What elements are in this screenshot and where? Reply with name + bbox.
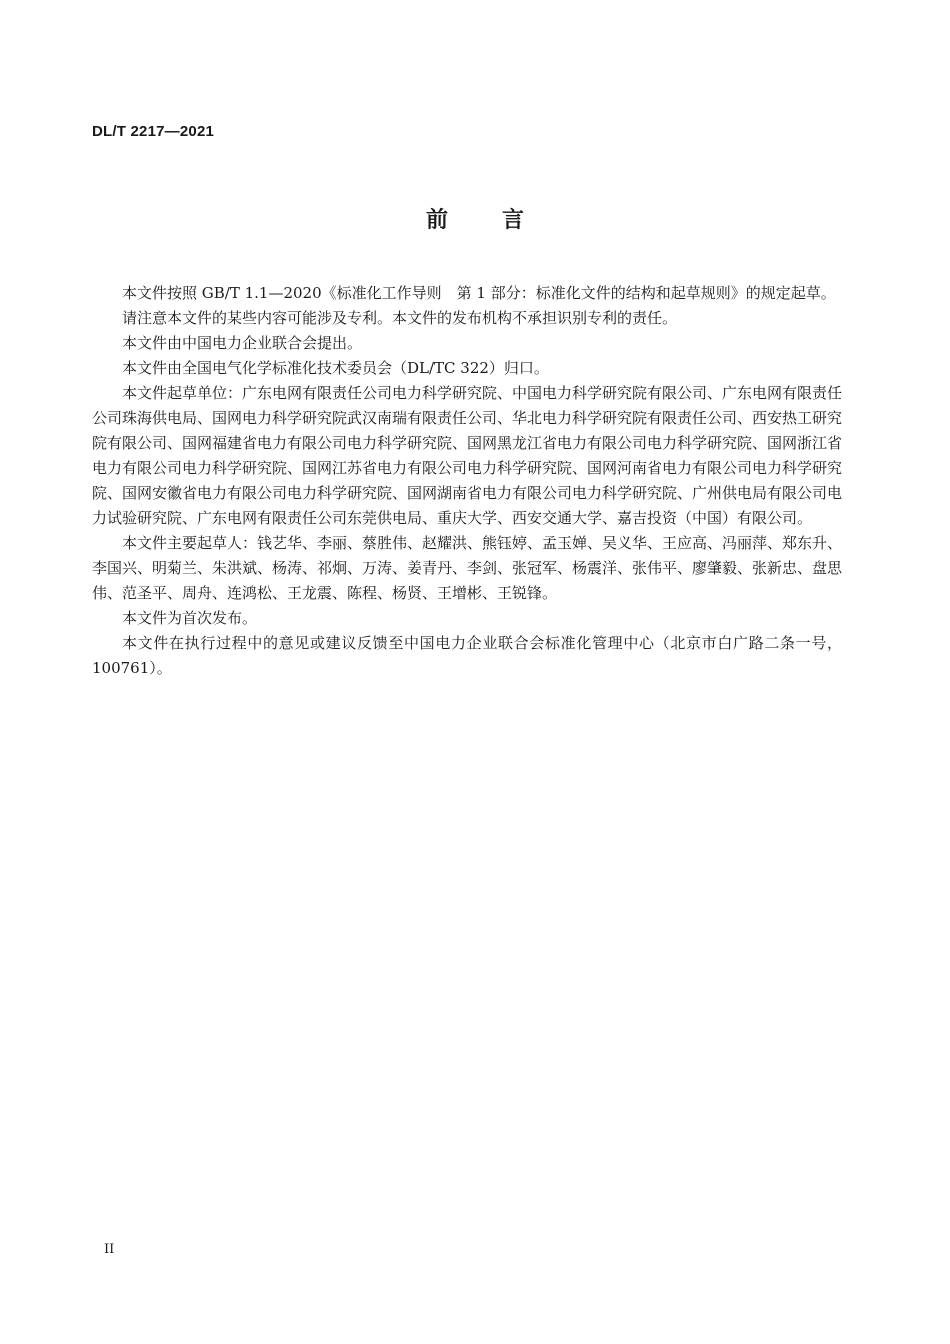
page-title	[0, 203, 950, 234]
paragraph-feedback: 本文件在执行过程中的意见或建议反馈至中国电力企业联合会标准化管理中心（北京市白广路二条一号，100761）。	[92, 634, 842, 677]
paragraph-drafters: 本文件主要起草人：钱艺华、李丽、蔡胜伟、赵耀洪、熊钰婷、孟玉婵、吴义华、王应高、冯丽萍、郑东升、李国兴、明菊兰、朱洪斌、杨涛、祁炯、万涛、姜青丹、李剑、张冠军、杨震洋、张伟平、廖肇毅、张新忠、盘思伟、范圣平、周舟、连鸿松、王龙震、陈程、杨贤、王增彬、王锐锋。	[92, 534, 843, 602]
document-code: DL/T 2217—2021	[92, 123, 215, 140]
paragraph-first-release: 本文件为首次发布。	[122, 609, 258, 627]
foreword-body	[92, 281, 842, 681]
paragraph-committee: 本文件由全国电气化学标准化技术委员会（DL/TC 322）归口。	[122, 359, 549, 377]
paragraph-drafting-units: 本文件起草单位：广东电网有限责任公司电力科学研究院、中国电力科学研究院有限公司、广东电网有限责任公司珠海供电局、国网电力科学研究院武汉南瑞有限责任公司、华北电力科学研究院有限责任公司、西安热工研究院有限公司、国网福建省电力有限公司电力科学研究院、国网黑龙江省电力有限公司电力科学研究院、国网浙江省电力有限公司电力科学研究院、国网江苏省电力有限公司电力科学研究院、国网河南省电力有限公司电力科学研究院、国网安徽省电力有限公司电力科学研究院、国网湖南省电力有限公司电力科学研究院、广州供电局有限公司电力试验研究院、广东电网有限责任公司东莞供电局、重庆大学、西安交通大学、嘉吉投资（中国）有限公司。	[92, 384, 843, 527]
title-char-1: 前	[425, 208, 448, 233]
paragraph-patent-notice: 请注意本文件的某些内容可能涉及专利。本文件的发布机构不承担识别专利的责任。	[122, 309, 678, 327]
page-number: II	[104, 1242, 115, 1257]
title-char-2: 言	[502, 208, 525, 233]
paragraph-proposer: 本文件由中国电力企业联合会提出。	[122, 334, 363, 352]
paragraph-drafting-rules: 本文件按照 GB/T 1.1—2020《标准化工作导则 第 1 部分：标准化文件的结构和起草规则》的规定起草。	[122, 284, 836, 302]
